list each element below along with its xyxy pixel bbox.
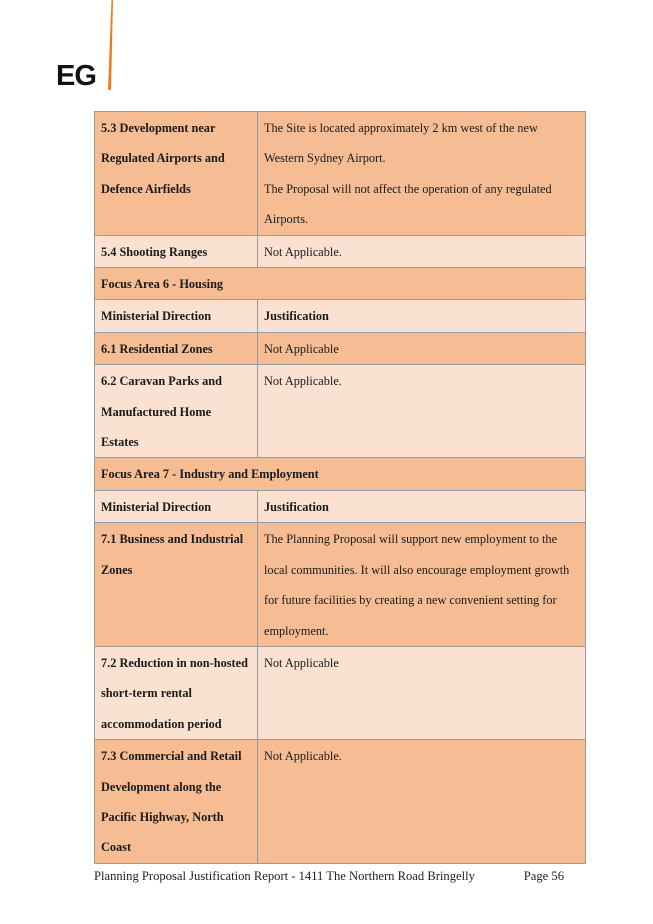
logo-text: EG: [56, 60, 96, 92]
direction-cell: 7.1 Business and Industrial Zones: [95, 523, 258, 647]
justification-cell: [258, 112, 586, 236]
page-footer: [94, 869, 564, 884]
column-header-direction: Ministerial Direction: [95, 300, 258, 332]
justification-paragraph: Not Applicable: [264, 341, 339, 356]
justification-paragraph: Not Applicable.: [264, 244, 342, 259]
justification-paragraph: The Proposal will not affect the operation of any regulated Airports.: [264, 181, 552, 227]
column-header-direction: Ministerial Direction: [95, 490, 258, 522]
table-row: [95, 740, 586, 864]
justification-paragraph: The Planning Proposal will support new employment to the local communities. It will also encourage employment growth for future facilities by creating a new convenient setting for employment.: [264, 532, 570, 638]
direction-cell: 6.2 Caravan Parks and Manufactured Home Estates: [95, 365, 258, 458]
table-row: [95, 523, 586, 647]
focus-area-heading: Focus Area 6 - Housing: [95, 268, 586, 300]
table-header-row: [95, 300, 586, 332]
footer-title: Planning Proposal Justification Report - 1411 The Northern Road Bringelly: [94, 869, 475, 883]
column-header-justification: [258, 300, 586, 332]
column-header-justification: [258, 490, 586, 522]
justification-paragraph: Not Applicable.: [264, 374, 342, 389]
focus-area-heading: Focus Area 7 - Industry and Employment: [95, 458, 586, 490]
justification-paragraph: Not Applicable: [264, 655, 339, 670]
table-header-row: [95, 490, 586, 522]
justification-paragraph: The Site is located approximately 2 km west of the new Western Sydney Airport.: [264, 121, 538, 166]
justification-paragraph: Justification: [264, 309, 329, 324]
justification-cell: [258, 365, 586, 458]
focus-area-row: [95, 458, 586, 490]
page-number: Page 56: [523, 869, 564, 883]
direction-cell: 7.2 Reduction in non-hosted short-term rental accommodation period: [95, 646, 258, 739]
table-row: [95, 365, 586, 458]
table-row: [95, 332, 586, 364]
justification-cell: [258, 235, 586, 267]
direction-cell: 7.3 Commercial and Retail Development along the Pacific Highway, North Coast: [95, 740, 258, 864]
justification-cell: [258, 523, 586, 647]
focus-area-row: [95, 268, 586, 300]
justification-cell: [258, 332, 586, 364]
logo-accent-stroke: [56, 0, 126, 95]
justification-cell: [258, 740, 586, 864]
justification-paragraph: Justification: [264, 499, 329, 514]
direction-cell: 5.3 Development near Regulated Airports and Defence Airfields: [95, 112, 258, 236]
direction-cell: 5.4 Shooting Ranges: [95, 235, 258, 267]
table-row: [95, 235, 586, 267]
eg-logo: [56, 0, 126, 95]
justification-cell: [258, 646, 586, 739]
justification-paragraph: Not Applicable.: [264, 749, 342, 764]
table-row: [95, 646, 586, 739]
direction-cell: 6.1 Residential Zones: [95, 332, 258, 364]
table-row: [95, 112, 586, 236]
ministerial-directions-table: [94, 111, 586, 864]
